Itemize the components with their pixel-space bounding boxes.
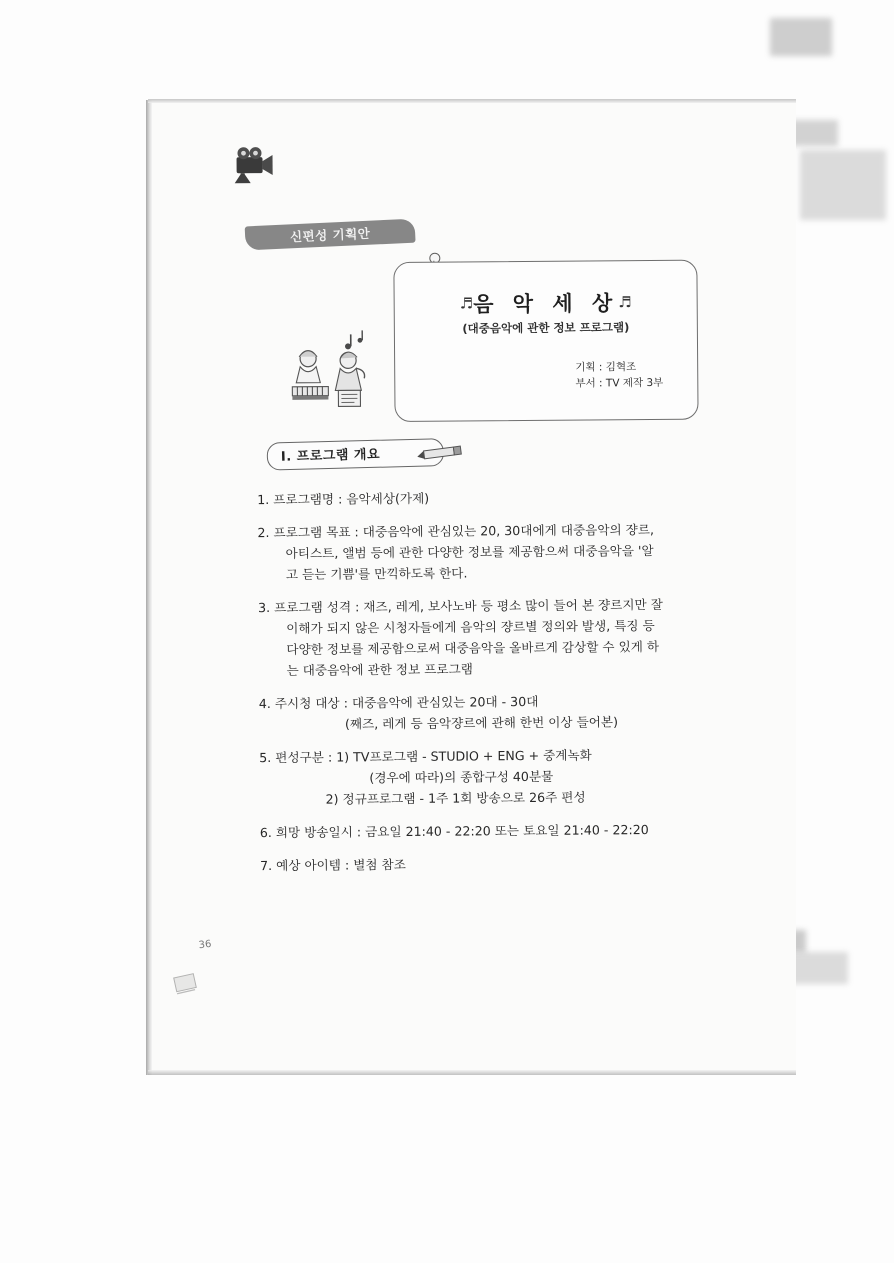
outline-item-text: (경우에 따라)의 종합구성 40분물	[369, 769, 553, 785]
outline-item-text: 고 듣는 기쁨'를 만끽하도록 한다.	[286, 565, 468, 581]
outline-item-text: 예상 아이템 : 별첨 참조	[276, 857, 406, 873]
outline-line	[258, 656, 758, 681]
outline-item-number: 4.	[259, 696, 275, 711]
music-note-icon-right: ♬	[618, 293, 632, 311]
outline-line	[258, 560, 758, 585]
outline-item-number: 1.	[257, 492, 273, 507]
outline-item-number: 6.	[260, 825, 276, 840]
outline-item	[259, 743, 759, 810]
department-line: 부서 : TV 제작 3부	[575, 375, 663, 392]
outline-item-number: 7.	[260, 858, 276, 873]
outline-item-text: 는 대중음악에 관한 정보 프로그램	[286, 661, 472, 677]
outline-item-text: 주시청 대상 : 대중음악에 관심있는 20대 - 30대	[275, 694, 539, 711]
title-card	[393, 260, 698, 422]
title-card-meta	[575, 359, 663, 392]
music-note-icon-left: ♬	[460, 294, 474, 312]
outline-item-text: 편성구분 : 1) TV프로그램 - STUDIO + ENG + 중계녹화	[275, 747, 592, 764]
outline-line	[260, 818, 760, 843]
outline-item-text: 이해가 되지 않은 시청자들에게 음악의 쟝르별 정의와 발생, 특징 등	[286, 618, 655, 636]
outline-item	[260, 818, 760, 843]
outline-item-text: 아티스트, 앨범 등에 관한 다양한 정보를 제공함으써 대중음악을 '알	[286, 543, 654, 561]
planner-line: 기획 : 김혁조	[575, 359, 663, 376]
ribbon-label: 신편성 기획안	[245, 219, 416, 251]
outline-line	[257, 485, 757, 510]
outline-item	[260, 851, 760, 876]
outline-item	[259, 689, 759, 735]
outline-item-text: 프로그램 목표 : 대중음악에 관심있는 20, 30대에게 대중음악의 쟝르,	[273, 522, 654, 540]
outline-item-number: 2.	[257, 525, 273, 540]
footer-doodle-icon	[169, 970, 203, 1000]
page-title	[395, 287, 697, 319]
page-number: 36	[198, 939, 212, 951]
outline-item-text: 다양한 정보를 제공함으로써 대중음악을 올바르게 감상할 수 있게 하	[286, 639, 659, 657]
outline-item-text: (째즈, 레게 등 음악쟝르에 관해 한번 이상 들어본)	[345, 714, 618, 731]
outline-line	[259, 710, 759, 735]
outline-item-text: 희망 방송일시 : 금요일 21:40 - 22:20 또는 토요일 21:40 - 22:20	[276, 822, 649, 840]
outline-item-text: 2) 정규프로그램 - 1주 1회 방송으로 26주 편성	[326, 790, 586, 807]
program-outline-list	[257, 485, 760, 888]
musicians-illustration-icon	[286, 330, 395, 417]
video-camera-icon	[228, 143, 276, 185]
program-title-text: 음 악 세 상	[473, 291, 618, 316]
outline-item	[258, 593, 759, 681]
section-heading	[267, 440, 463, 470]
outline-item-text: 프로그램명 : 음악세상(가제)	[273, 491, 429, 507]
program-subtitle: (대중음악에 관한 정보 프로그램)	[395, 319, 697, 337]
outline-line	[259, 785, 759, 810]
section-heading-label: Ⅰ. 프로그램 개요	[281, 443, 381, 465]
outline-line	[260, 851, 760, 876]
outline-item-text: 프로그램 성격 : 재즈, 레게, 보사노바 등 평소 많이 들어 본 쟝르지만 잘	[274, 597, 663, 615]
outline-item-number: 3.	[258, 600, 274, 615]
ribbon-banner	[245, 219, 416, 251]
outline-item-number: 5.	[259, 750, 275, 765]
outline-item	[257, 485, 757, 510]
outline-item	[257, 518, 757, 585]
